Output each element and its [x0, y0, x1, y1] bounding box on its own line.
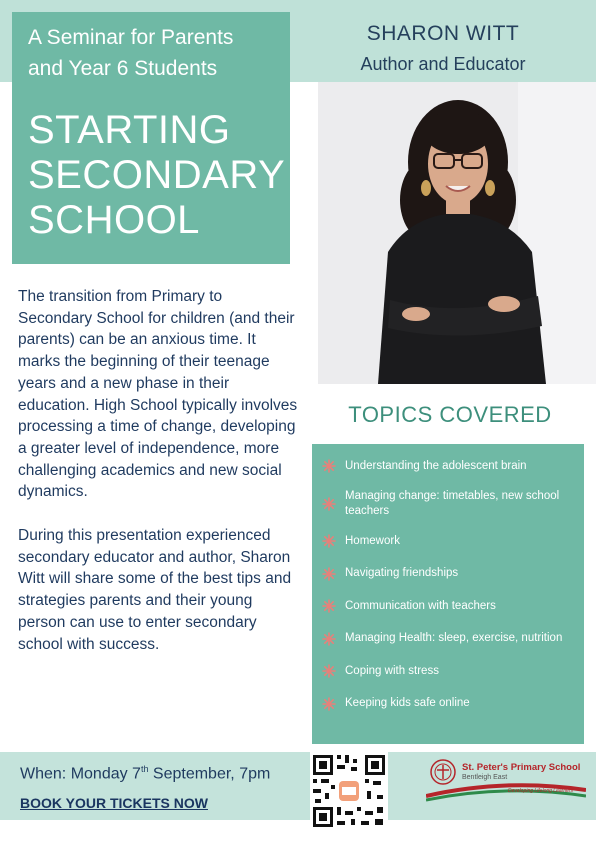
- flower-bullet-icon: [322, 534, 336, 548]
- event-date-ordinal: th: [140, 764, 149, 774]
- page-title: STARTING SECONDARY SCHOOL: [28, 108, 286, 242]
- body-text: [18, 286, 300, 677]
- speaker-photo: [318, 82, 596, 384]
- topics-heading: TOPICS COVERED: [348, 402, 552, 427]
- qr-code[interactable]: [310, 752, 388, 830]
- event-date-rest: September, 7pm: [148, 765, 271, 783]
- topic-item: [322, 489, 574, 519]
- school-name: St. Peter's Primary School: [462, 762, 581, 773]
- flower-bullet-icon: [322, 632, 336, 646]
- speaker-role: Author and Educator: [360, 54, 526, 74]
- flower-bullet-icon: [322, 497, 336, 511]
- title-box: [12, 12, 290, 264]
- school-location: Bentleigh East: [462, 774, 508, 781]
- topic-label: Navigating friendships: [345, 567, 459, 579]
- topic-label: Understanding the adolescent brain: [345, 459, 527, 472]
- topic-item: [322, 629, 574, 649]
- topics-list: [312, 444, 584, 744]
- seminar-subtitle: A Seminar for Parents and Year 6 Students: [28, 26, 234, 80]
- flower-bullet-icon: [322, 664, 336, 678]
- topic-label: Communication with teachers: [345, 599, 496, 612]
- flower-bullet-icon: [322, 599, 336, 613]
- presentation-paragraph: During this presentation experienced secondary educator and author, Sharon Witt will share some of the best tips and strategies parents and their young person can use to enter secondary school with success.: [18, 527, 292, 653]
- book-tickets-link[interactable]: BOOK YOUR TICKETS NOW: [20, 795, 208, 811]
- topic-label: Managing Health: sleep, exercise, nutrition: [345, 632, 563, 644]
- speaker-name: SHARON WITT: [366, 22, 520, 45]
- intro-paragraph: The transition from Primary to Secondary School for children (and their parents) can be an anxious time. It marks the beginning of their teenage years and a new phase in their education. High School typically involves processing a time of change, developing a greater level of independence, more challenging academics and new social dynamics.: [18, 288, 298, 501]
- topic-label: Coping with stress: [345, 664, 439, 677]
- topic-item: [322, 694, 574, 714]
- topic-item: [322, 531, 574, 551]
- flower-bullet-icon: [322, 459, 336, 473]
- flower-bullet-icon: [322, 697, 336, 711]
- topic-label: Keeping kids safe online: [345, 697, 470, 709]
- topic-item: [322, 456, 574, 476]
- topic-item: [322, 564, 574, 584]
- topic-label: Managing change: timetables, new school teachers: [345, 489, 560, 517]
- event-date: [20, 764, 270, 783]
- event-date-prefix: When: Monday 7: [20, 765, 141, 783]
- topic-item: [322, 661, 574, 681]
- school-motto: Developing Lifelong Learners: [508, 788, 574, 794]
- flower-bullet-icon: [322, 567, 336, 581]
- topic-item: [322, 596, 574, 616]
- topic-label: Homework: [345, 534, 400, 547]
